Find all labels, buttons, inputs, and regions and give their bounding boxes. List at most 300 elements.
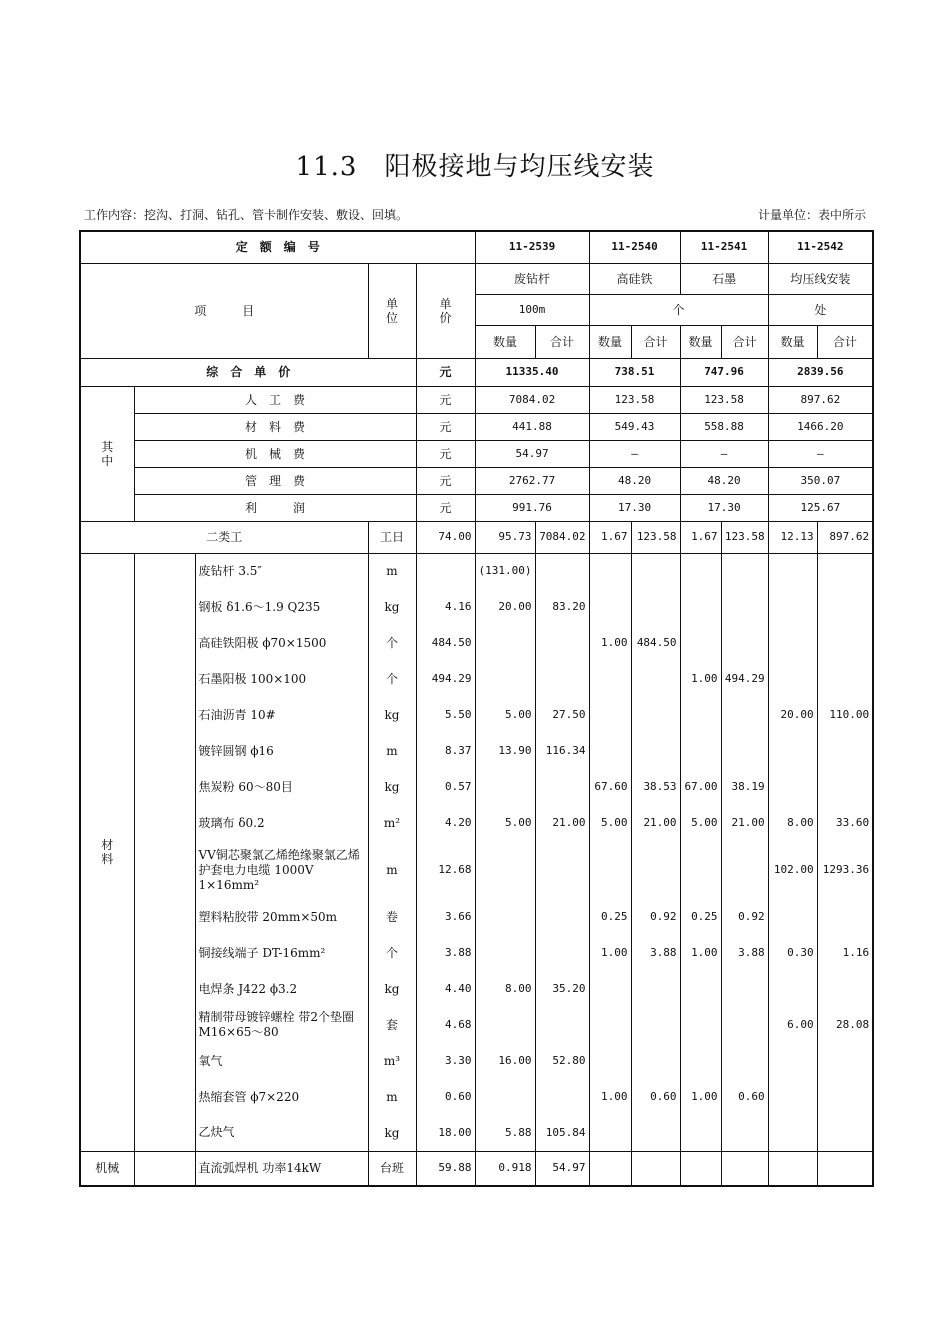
- material-cell: [631, 1115, 680, 1151]
- material-cell: [680, 625, 721, 661]
- breakdown-row: [80, 413, 873, 440]
- breakdown-row: [80, 494, 873, 521]
- material-cell: [631, 733, 680, 769]
- material-cell: [768, 553, 817, 589]
- labor-row: [80, 521, 873, 553]
- material-cell: 484.50: [631, 625, 680, 661]
- material-cell: [768, 625, 817, 661]
- material-price: 494.29: [416, 661, 475, 697]
- labor-cell: 1.67: [589, 521, 631, 553]
- material-name: 铜接线端子 DT-16mm²: [195, 935, 368, 971]
- material-cell: [475, 769, 535, 805]
- material-cell: [475, 1007, 535, 1043]
- price-header-2: 价: [439, 310, 452, 325]
- material-unit: 个: [368, 661, 416, 697]
- material-cell: [631, 589, 680, 625]
- breakdown-value: 48.20: [680, 467, 768, 494]
- total-label: 合计: [817, 325, 873, 358]
- material-cell: [680, 589, 721, 625]
- total-label: 合计: [535, 325, 589, 358]
- qty-label: 数量: [589, 325, 631, 358]
- material-cell: [535, 1079, 589, 1115]
- material-price: 8.37: [416, 733, 475, 769]
- labor-cell: 123.58: [631, 521, 680, 553]
- material-unit: m: [368, 733, 416, 769]
- summary-row: [80, 358, 873, 386]
- breakdown-value: 17.30: [680, 494, 768, 521]
- material-cell: 1.00: [589, 625, 631, 661]
- breakdown-value: 123.58: [589, 386, 680, 413]
- breakdown-unit: 元: [416, 467, 475, 494]
- material-cell: 20.00: [768, 697, 817, 733]
- material-cell: [680, 1043, 721, 1079]
- labor-unit: 工日: [368, 521, 416, 553]
- price-header: [416, 263, 475, 358]
- material-cell: [535, 1007, 589, 1043]
- labor-cell: 897.62: [817, 521, 873, 553]
- unit-header-2: 位: [385, 310, 398, 325]
- labor-cell: 12.13: [768, 521, 817, 553]
- item-unit-cell: 100m: [475, 294, 589, 325]
- breakdown-name: 利 润: [134, 494, 416, 521]
- measure-unit-note: 计量单位：表中所示: [757, 208, 866, 222]
- material-cell: [721, 841, 768, 899]
- material-cell: [721, 971, 768, 1007]
- material-cell: [680, 697, 721, 733]
- machinery-cell: [768, 1151, 817, 1186]
- code-cell: 11-2542: [768, 231, 873, 263]
- material-cell: [721, 625, 768, 661]
- material-cell: [680, 553, 721, 589]
- summary-value: 2839.56: [768, 358, 873, 386]
- material-cell: 5.00: [589, 805, 631, 841]
- material-name: 钢板 δ1.6～1.9 Q235: [195, 589, 368, 625]
- material-cell: [768, 589, 817, 625]
- material-cell: [475, 841, 535, 899]
- material-row: [80, 935, 873, 971]
- item-label: 项 目: [80, 263, 368, 358]
- machinery-cell: [721, 1151, 768, 1186]
- material-price: 4.16: [416, 589, 475, 625]
- material-unit: kg: [368, 1115, 416, 1151]
- material-cell: 0.25: [589, 899, 631, 935]
- material-cell: 1.00: [589, 935, 631, 971]
- material-cell: [768, 769, 817, 805]
- material-cell: [631, 661, 680, 697]
- quota-code-row: [80, 231, 873, 263]
- material-cell: 8.00: [768, 805, 817, 841]
- material-cell: 16.00: [475, 1043, 535, 1079]
- material-cell: [680, 841, 721, 899]
- material-cell: [768, 1079, 817, 1115]
- material-cell: [817, 971, 873, 1007]
- material-cell: [817, 1043, 873, 1079]
- breakdown-value: 17.30: [589, 494, 680, 521]
- material-name: 氧气: [195, 1043, 368, 1079]
- material-price: 3.66: [416, 899, 475, 935]
- material-cell: [817, 733, 873, 769]
- material-price: 3.30: [416, 1043, 475, 1079]
- material-cell: 6.00: [768, 1007, 817, 1043]
- machinery-cell: [680, 1151, 721, 1186]
- total-label: 合计: [631, 325, 680, 358]
- material-cell: 1.00: [589, 1079, 631, 1115]
- material-cell: [721, 553, 768, 589]
- material-cell: [631, 971, 680, 1007]
- material-cell: [589, 661, 631, 697]
- material-cell: [589, 733, 631, 769]
- material-name: 玻璃布 δ0.2: [195, 805, 368, 841]
- machinery-row: [80, 1151, 873, 1186]
- breakdown-name: 人 工 费: [134, 386, 416, 413]
- material-cell: [589, 1043, 631, 1079]
- material-cell: 83.20: [535, 589, 589, 625]
- material-cell: [768, 1115, 817, 1151]
- material-cell: (131.00): [475, 553, 535, 589]
- material-unit: kg: [368, 769, 416, 805]
- material-unit: kg: [368, 697, 416, 733]
- material-row: [80, 1115, 873, 1151]
- material-cell: [817, 589, 873, 625]
- material-cell: 8.00: [475, 971, 535, 1007]
- material-cell: [721, 697, 768, 733]
- breakdown-unit: 元: [416, 386, 475, 413]
- material-unit: 套: [368, 1007, 416, 1043]
- material-cell: [680, 1115, 721, 1151]
- material-name: 高硅铁阳极 ϕ70×1500: [195, 625, 368, 661]
- labor-cell: 7084.02: [535, 521, 589, 553]
- total-label: 合计: [721, 325, 768, 358]
- material-unit: m²: [368, 805, 416, 841]
- material-cell: 28.08: [817, 1007, 873, 1043]
- material-cell: [535, 661, 589, 697]
- material-cell: [680, 971, 721, 1007]
- breakdown-group-label: [80, 386, 134, 521]
- machinery-cell: [589, 1151, 631, 1186]
- material-unit: m: [368, 841, 416, 899]
- summary-value: 738.51: [589, 358, 680, 386]
- breakdown-label-2: 中: [101, 453, 114, 468]
- material-cell: 1293.36: [817, 841, 873, 899]
- material-cell: 1.00: [680, 1079, 721, 1115]
- material-price: [416, 553, 475, 589]
- material-row: [80, 589, 873, 625]
- material-name: 塑料粘胶带 20mm×50m: [195, 899, 368, 935]
- unit-header-1: 单: [385, 296, 398, 311]
- material-unit: 个: [368, 625, 416, 661]
- item-name-cell: 均压线安装: [768, 263, 873, 294]
- material-cell: 0.30: [768, 935, 817, 971]
- material-cell: 102.00: [768, 841, 817, 899]
- material-cell: 13.90: [475, 733, 535, 769]
- item-unit-cell: 个: [589, 294, 768, 325]
- breakdown-unit: 元: [416, 440, 475, 467]
- qty-label: 数量: [680, 325, 721, 358]
- material-price: 5.50: [416, 697, 475, 733]
- breakdown-value: 558.88: [680, 413, 768, 440]
- quota-table: [79, 230, 874, 1187]
- materials-group-label: [80, 553, 134, 1151]
- material-cell: [768, 971, 817, 1007]
- qty-label: 数量: [768, 325, 817, 358]
- material-cell: [589, 697, 631, 733]
- material-row: [80, 733, 873, 769]
- item-unit-cell: 处: [768, 294, 873, 325]
- material-cell: [817, 661, 873, 697]
- material-row: [80, 625, 873, 661]
- material-cell: 21.00: [535, 805, 589, 841]
- material-cell: 0.92: [721, 899, 768, 935]
- labor-name: 二类工: [80, 521, 368, 553]
- material-cell: 0.60: [631, 1079, 680, 1115]
- material-price: 0.60: [416, 1079, 475, 1115]
- breakdown-value: 48.20: [589, 467, 680, 494]
- labor-price: 74.00: [416, 521, 475, 553]
- breakdown-value: 441.88: [475, 413, 589, 440]
- material-cell: 3.88: [721, 935, 768, 971]
- material-cell: 38.19: [721, 769, 768, 805]
- material-cell: [589, 1007, 631, 1043]
- materials-label-1: 材: [101, 838, 114, 852]
- material-unit: m³: [368, 1043, 416, 1079]
- material-cell: [631, 1007, 680, 1043]
- material-cell: [768, 733, 817, 769]
- material-row: [80, 1043, 873, 1079]
- item-name-row: [80, 263, 873, 294]
- material-unit: m: [368, 553, 416, 589]
- work-content-note: 工作内容：挖沟、打洞、钻孔、管卡制作安装、敷设、回填。: [84, 208, 409, 222]
- breakdown-row: [80, 440, 873, 467]
- labor-cell: 1.67: [680, 521, 721, 553]
- breakdown-value: 7084.02: [475, 386, 589, 413]
- breakdown-value: —: [680, 440, 768, 467]
- material-cell: [817, 899, 873, 935]
- material-name: 石油沥青 10#: [195, 697, 368, 733]
- material-cell: [817, 1115, 873, 1151]
- material-price: 18.00: [416, 1115, 475, 1151]
- breakdown-name: 机 械 费: [134, 440, 416, 467]
- material-row: [80, 1079, 873, 1115]
- machinery-cell: 0.918: [475, 1151, 535, 1186]
- machinery-price: 59.88: [416, 1151, 475, 1186]
- material-cell: [589, 971, 631, 1007]
- material-price: 12.68: [416, 841, 475, 899]
- breakdown-row: [80, 467, 873, 494]
- material-row: [80, 899, 873, 935]
- material-name: 镀锌圆钢 ϕ16: [195, 733, 368, 769]
- material-cell: 1.00: [680, 935, 721, 971]
- code-cell: 11-2540: [589, 231, 680, 263]
- material-cell: [817, 553, 873, 589]
- material-cell: [721, 733, 768, 769]
- breakdown-value: 549.43: [589, 413, 680, 440]
- materials-label-2: 料: [101, 852, 114, 866]
- breakdown-name: 材 料 费: [134, 413, 416, 440]
- material-cell: [475, 935, 535, 971]
- material-cell: [817, 1079, 873, 1115]
- material-cell: 5.00: [680, 805, 721, 841]
- breakdown-row: [80, 386, 873, 413]
- material-cell: 494.29: [721, 661, 768, 697]
- material-cell: [817, 769, 873, 805]
- summary-label: 综 合 单 价: [80, 358, 416, 386]
- material-cell: 38.53: [631, 769, 680, 805]
- material-name: 乙炔气: [195, 1115, 368, 1151]
- material-cell: 21.00: [631, 805, 680, 841]
- material-cell: [721, 1115, 768, 1151]
- material-name: VV铜芯聚氯乙烯绝缘聚氯乙烯护套电力电缆 1000V 1×16mm²: [195, 841, 368, 899]
- breakdown-value: 125.67: [768, 494, 873, 521]
- material-row: [80, 769, 873, 805]
- breakdown-name: 管 理 费: [134, 467, 416, 494]
- machinery-spacer: [134, 1151, 195, 1186]
- material-cell: [535, 841, 589, 899]
- item-name-cell: 废钻杆: [475, 263, 589, 294]
- material-cell: [721, 589, 768, 625]
- machinery-cell: [817, 1151, 873, 1186]
- qty-label: 数量: [475, 325, 535, 358]
- material-cell: [631, 1043, 680, 1079]
- material-row: [80, 805, 873, 841]
- material-row: [80, 841, 873, 899]
- quota-no-label: 定 额 编 号: [80, 231, 475, 263]
- material-price: 0.57: [416, 769, 475, 805]
- material-cell: [475, 661, 535, 697]
- material-row: [80, 971, 873, 1007]
- material-cell: 0.60: [721, 1079, 768, 1115]
- material-cell: [589, 589, 631, 625]
- machinery-group-label: 机械: [80, 1151, 134, 1186]
- material-price: 484.50: [416, 625, 475, 661]
- material-row: [80, 697, 873, 733]
- material-unit: 个: [368, 935, 416, 971]
- material-cell: [589, 841, 631, 899]
- material-row: [80, 661, 873, 697]
- material-cell: [535, 935, 589, 971]
- material-cell: [817, 625, 873, 661]
- labor-cell: 123.58: [721, 521, 768, 553]
- material-unit: 卷: [368, 899, 416, 935]
- material-name: 焦炭粉 60～80目: [195, 769, 368, 805]
- material-price: 4.40: [416, 971, 475, 1007]
- machinery-cell: [631, 1151, 680, 1186]
- material-cell: [535, 899, 589, 935]
- material-cell: 1.16: [817, 935, 873, 971]
- material-price: 4.68: [416, 1007, 475, 1043]
- material-cell: 0.25: [680, 899, 721, 935]
- summary-value: 747.96: [680, 358, 768, 386]
- material-cell: 0.92: [631, 899, 680, 935]
- breakdown-value: 2762.77: [475, 467, 589, 494]
- material-cell: 21.00: [721, 805, 768, 841]
- breakdown-value: 897.62: [768, 386, 873, 413]
- breakdown-value: 1466.20: [768, 413, 873, 440]
- code-cell: 11-2539: [475, 231, 589, 263]
- material-cell: [768, 899, 817, 935]
- machinery-unit: 台班: [368, 1151, 416, 1186]
- material-cell: [475, 899, 535, 935]
- material-name: 电焊条 J422 ϕ3.2: [195, 971, 368, 1007]
- material-cell: [680, 1007, 721, 1043]
- material-cell: [589, 1115, 631, 1151]
- material-cell: [721, 1043, 768, 1079]
- material-name: 精制带母镀锌螺栓 带2个垫圈 M16×65～80: [195, 1007, 368, 1043]
- material-cell: [768, 661, 817, 697]
- material-cell: 67.60: [589, 769, 631, 805]
- breakdown-value: 54.97: [475, 440, 589, 467]
- material-cell: [768, 1043, 817, 1079]
- breakdown-value: 123.58: [680, 386, 768, 413]
- breakdown-value: —: [768, 440, 873, 467]
- material-cell: [721, 1007, 768, 1043]
- material-name: 废钻杆 3.5″: [195, 553, 368, 589]
- material-cell: [631, 697, 680, 733]
- material-cell: 35.20: [535, 971, 589, 1007]
- material-cell: [589, 553, 631, 589]
- material-cell: 67.00: [680, 769, 721, 805]
- material-row: [80, 1007, 873, 1043]
- material-unit: kg: [368, 971, 416, 1007]
- material-cell: 33.60: [817, 805, 873, 841]
- material-cell: 3.88: [631, 935, 680, 971]
- breakdown-value: 991.76: [475, 494, 589, 521]
- item-name-cell: 石墨: [680, 263, 768, 294]
- material-cell: 52.80: [535, 1043, 589, 1079]
- unit-header: [368, 263, 416, 358]
- material-cell: [535, 553, 589, 589]
- material-cell: 5.00: [475, 805, 535, 841]
- material-cell: [631, 841, 680, 899]
- materials-spacer: [134, 553, 195, 1151]
- material-cell: 116.34: [535, 733, 589, 769]
- material-cell: 105.84: [535, 1115, 589, 1151]
- material-row: [80, 553, 873, 589]
- material-unit: m: [368, 1079, 416, 1115]
- material-name: 热缩套管 ϕ7×220: [195, 1079, 368, 1115]
- breakdown-unit: 元: [416, 494, 475, 521]
- material-cell: [631, 553, 680, 589]
- breakdown-value: 350.07: [768, 467, 873, 494]
- material-cell: [475, 1079, 535, 1115]
- materials-section: [80, 553, 873, 1151]
- material-cell: 1.00: [680, 661, 721, 697]
- breakdown-unit: 元: [416, 413, 475, 440]
- material-price: 4.20: [416, 805, 475, 841]
- page-title: 11.3 阳极接地与均压线安装: [295, 152, 655, 182]
- material-cell: 5.00: [475, 697, 535, 733]
- breakdown-value: —: [589, 440, 680, 467]
- material-price: 3.88: [416, 935, 475, 971]
- material-cell: 5.88: [475, 1115, 535, 1151]
- material-cell: [680, 733, 721, 769]
- code-cell: 11-2541: [680, 231, 768, 263]
- material-cell: 20.00: [475, 589, 535, 625]
- machinery-cell: 54.97: [535, 1151, 589, 1186]
- material-cell: 27.50: [535, 697, 589, 733]
- material-cell: 110.00: [817, 697, 873, 733]
- labor-cell: 95.73: [475, 521, 535, 553]
- material-cell: [535, 625, 589, 661]
- material-cell: [475, 625, 535, 661]
- material-unit: kg: [368, 589, 416, 625]
- material-name: 石墨阳极 100×100: [195, 661, 368, 697]
- item-name-cell: 高硅铁: [589, 263, 680, 294]
- material-cell: [535, 769, 589, 805]
- price-header-1: 单: [439, 296, 452, 311]
- machinery-name: 直流弧焊机 功率14kW: [195, 1151, 368, 1186]
- breakdown-label-1: 其: [101, 439, 114, 454]
- summary-value: 11335.40: [475, 358, 589, 386]
